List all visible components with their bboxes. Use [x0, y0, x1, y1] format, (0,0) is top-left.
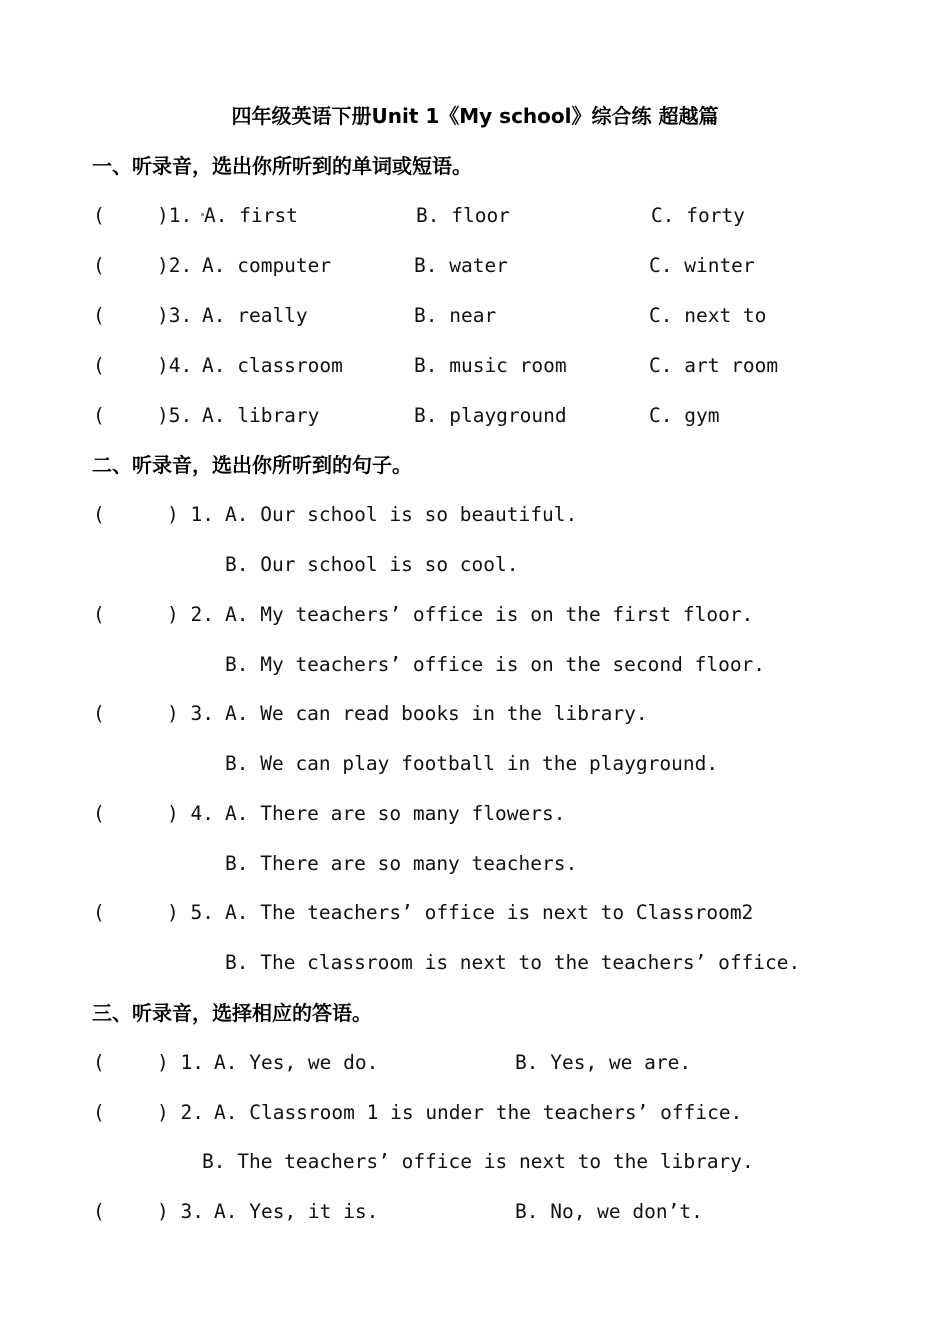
question-number: ) 4. — [167, 802, 214, 825]
option-a: A. Yes, it is. — [214, 1200, 379, 1223]
option-b: B. music room — [414, 354, 567, 377]
option-b: B. Yes, we are. — [515, 1051, 692, 1074]
section3-heading: 三、听录音，选择相应的答语。 — [92, 1001, 372, 1025]
question-number: )2. — [157, 254, 193, 277]
option-b: B. playground — [414, 404, 567, 427]
question-number: ) 3. — [157, 1200, 204, 1223]
option-b: B. The classroom is next to the teachers’ office. — [225, 951, 801, 974]
question-number: )3. — [157, 304, 193, 327]
option-c: C. forty — [651, 204, 745, 227]
question-number: ) 3. — [167, 702, 214, 725]
option-b: B. No, we don’t. — [515, 1200, 703, 1223]
option-a: A. really — [202, 304, 308, 327]
option-a: A. Our school is so beautiful. — [225, 503, 578, 526]
option-b: B. near — [414, 304, 497, 327]
option-a: A. My teachers’ office is on the first floor. — [225, 603, 754, 626]
stray-mark — [201, 213, 204, 216]
answer-paren: ( — [93, 404, 105, 427]
option-a: A. Classroom 1 is under the teachers’ office. — [214, 1101, 743, 1124]
option-a: A. computer — [202, 254, 332, 277]
question-number: ) 1. — [157, 1051, 204, 1074]
option-b: B. There are so many teachers. — [225, 852, 578, 875]
question-number: ) 5. — [167, 901, 214, 924]
option-a: A. Yes, we do. — [214, 1051, 379, 1074]
answer-paren: ( — [93, 1101, 105, 1124]
question-number: )5. — [157, 404, 193, 427]
answer-paren: ( — [93, 1200, 105, 1223]
option-b: B. water — [414, 254, 508, 277]
option-c: C. next to — [649, 304, 767, 327]
question-number: )1. — [157, 204, 193, 227]
section2-heading: 二、听录音，选出你所听到的句子。 — [92, 453, 412, 477]
answer-paren: ( — [93, 204, 105, 227]
option-c: C. gym — [649, 404, 720, 427]
option-a: A. The teachers’ office is next to Classroom2 — [225, 901, 754, 924]
answer-paren: ( — [93, 702, 105, 725]
question-number: ) 2. — [157, 1101, 204, 1124]
option-a: A. We can read books in the library. — [225, 702, 648, 725]
option-b: B. My teachers’ office is on the second floor. — [225, 653, 766, 676]
option-a: A. classroom — [202, 354, 343, 377]
answer-paren: ( — [93, 901, 105, 924]
option-b: B. Our school is so cool. — [225, 553, 519, 576]
option-c: C. winter — [649, 254, 755, 277]
answer-paren: ( — [93, 304, 105, 327]
answer-paren: ( — [93, 1051, 105, 1074]
answer-paren: ( — [93, 254, 105, 277]
option-c: C. art room — [649, 354, 779, 377]
question-number: ) 2. — [167, 603, 214, 626]
answer-paren: ( — [93, 603, 105, 626]
answer-paren: ( — [93, 503, 105, 526]
option-a: A. library — [202, 404, 320, 427]
option-a: A. first — [204, 204, 298, 227]
option-b: B. The teachers’ office is next to the library. — [202, 1150, 754, 1173]
question-number: )4. — [157, 354, 193, 377]
page-title: 四年级英语下册Unit 1《My school》综合练 超越篇 — [231, 104, 719, 128]
answer-paren: ( — [93, 354, 105, 377]
question-number: ) 1. — [167, 503, 214, 526]
option-a: A. There are so many flowers. — [225, 802, 566, 825]
answer-paren: ( — [93, 802, 105, 825]
section1-heading: 一、听录音，选出你所听到的单词或短语。 — [92, 154, 472, 178]
option-b: B. floor — [416, 204, 510, 227]
option-b: B. We can play football in the playground. — [225, 752, 719, 775]
